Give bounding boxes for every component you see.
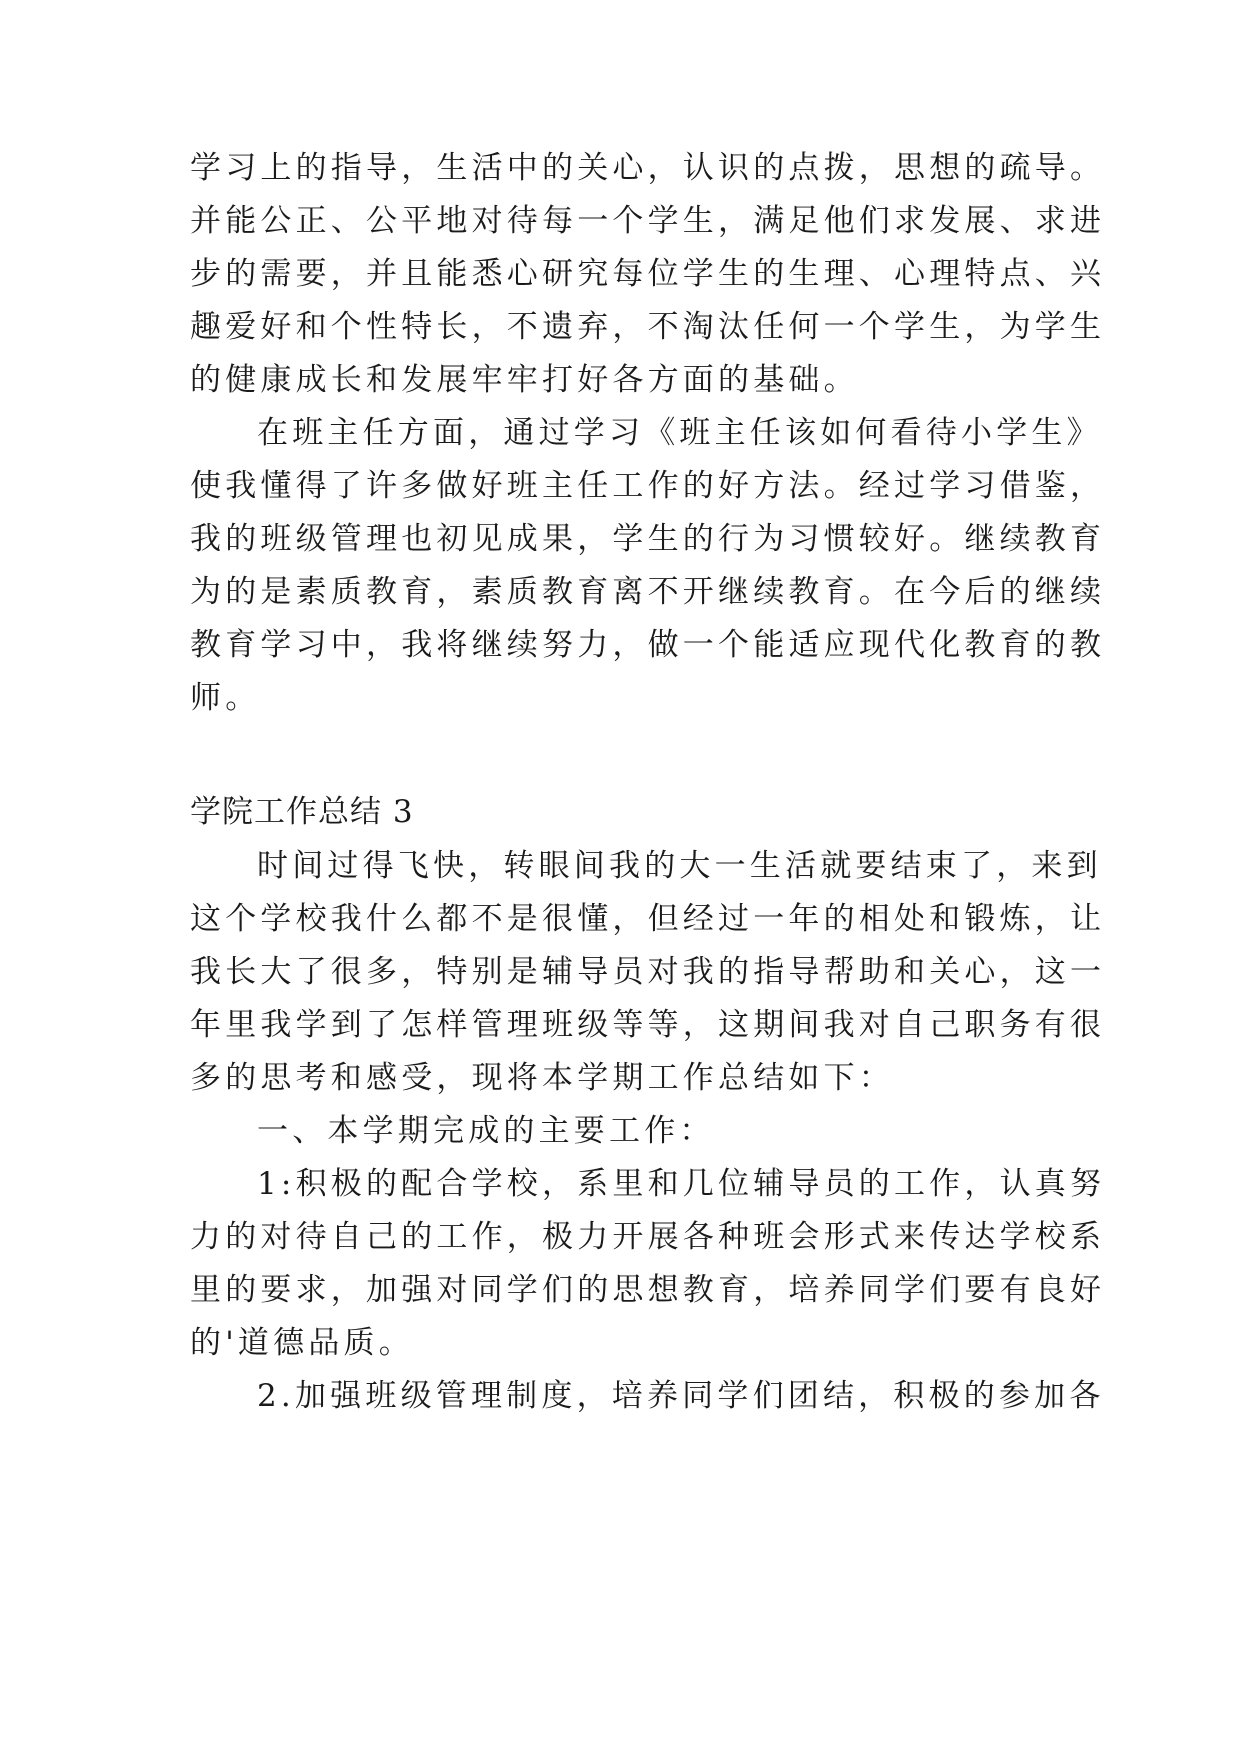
paragraph-line: 的'道德品质。 xyxy=(190,1325,414,1361)
paragraph-line: 我长大了很多，特别是辅导员对我的指导帮助和关心，这一 xyxy=(190,954,1106,990)
paragraph-line: 教育学习中，我将继续努力，做一个能适应现代化教育的教 xyxy=(190,627,1106,663)
paragraph-line: 的健康成长和发展牢牢打好各方面的基础。 xyxy=(190,362,859,398)
paragraph-line: 趣爱好和个性特长，不遗弃，不淘汰任何一个学生，为学生 xyxy=(190,309,1106,345)
paragraph-line: 里的要求，加强对同学们的思想教育，培养同学们要有良好 xyxy=(190,1272,1106,1308)
paragraph-line: 年里我学到了怎样管理班级等等，这期间我对自己职务有很 xyxy=(190,1007,1106,1043)
paragraph-line: 力的对待自己的工作，极力开展各种班会形式来传达学校系 xyxy=(190,1219,1106,1255)
paragraph-line: 师。 xyxy=(190,680,261,716)
paragraph-line: 学习上的指导，生活中的关心，认识的点拨，思想的疏导。 xyxy=(190,150,1106,186)
paragraph-line: 这个学校我什么都不是很懂，但经过一年的相处和锻炼，让 xyxy=(190,901,1106,937)
paragraph-line: 并能公正、公平地对待每一个学生，满足他们求发展、求进 xyxy=(190,203,1106,239)
section-heading: 学院工作总结 3 xyxy=(190,794,414,830)
paragraph-line: 步的需要，并且能悉心研究每位学生的生理、心理特点、兴 xyxy=(190,256,1106,292)
paragraph-line: 为的是素质教育，素质教育离不开继续教育。在今后的继续 xyxy=(190,574,1106,610)
paragraph-line: 2.加强班级管理制度，培养同学们团结，积极的参加各 xyxy=(257,1378,1105,1414)
paragraph-line: 使我懂得了许多做好班主任工作的好方法。经过学习借鉴， xyxy=(190,468,1106,504)
paragraph-line: 我的班级管理也初见成果，学生的行为习惯较好。继续教育 xyxy=(190,521,1106,557)
paragraph-line: 时间过得飞快，转眼间我的大一生活就要结束了，来到 xyxy=(257,848,1102,884)
paragraph-line: 多的思考和感受，现将本学期工作总结如下： xyxy=(190,1060,894,1096)
paragraph-line: 在班主任方面，通过学习《班主任该如何看待小学生》 xyxy=(257,415,1102,451)
paragraph-line: 1:积极的配合学校，系里和几位辅导员的工作，认真努 xyxy=(257,1166,1106,1202)
paragraph-line: 一、本学期完成的主要工作： xyxy=(257,1113,715,1149)
